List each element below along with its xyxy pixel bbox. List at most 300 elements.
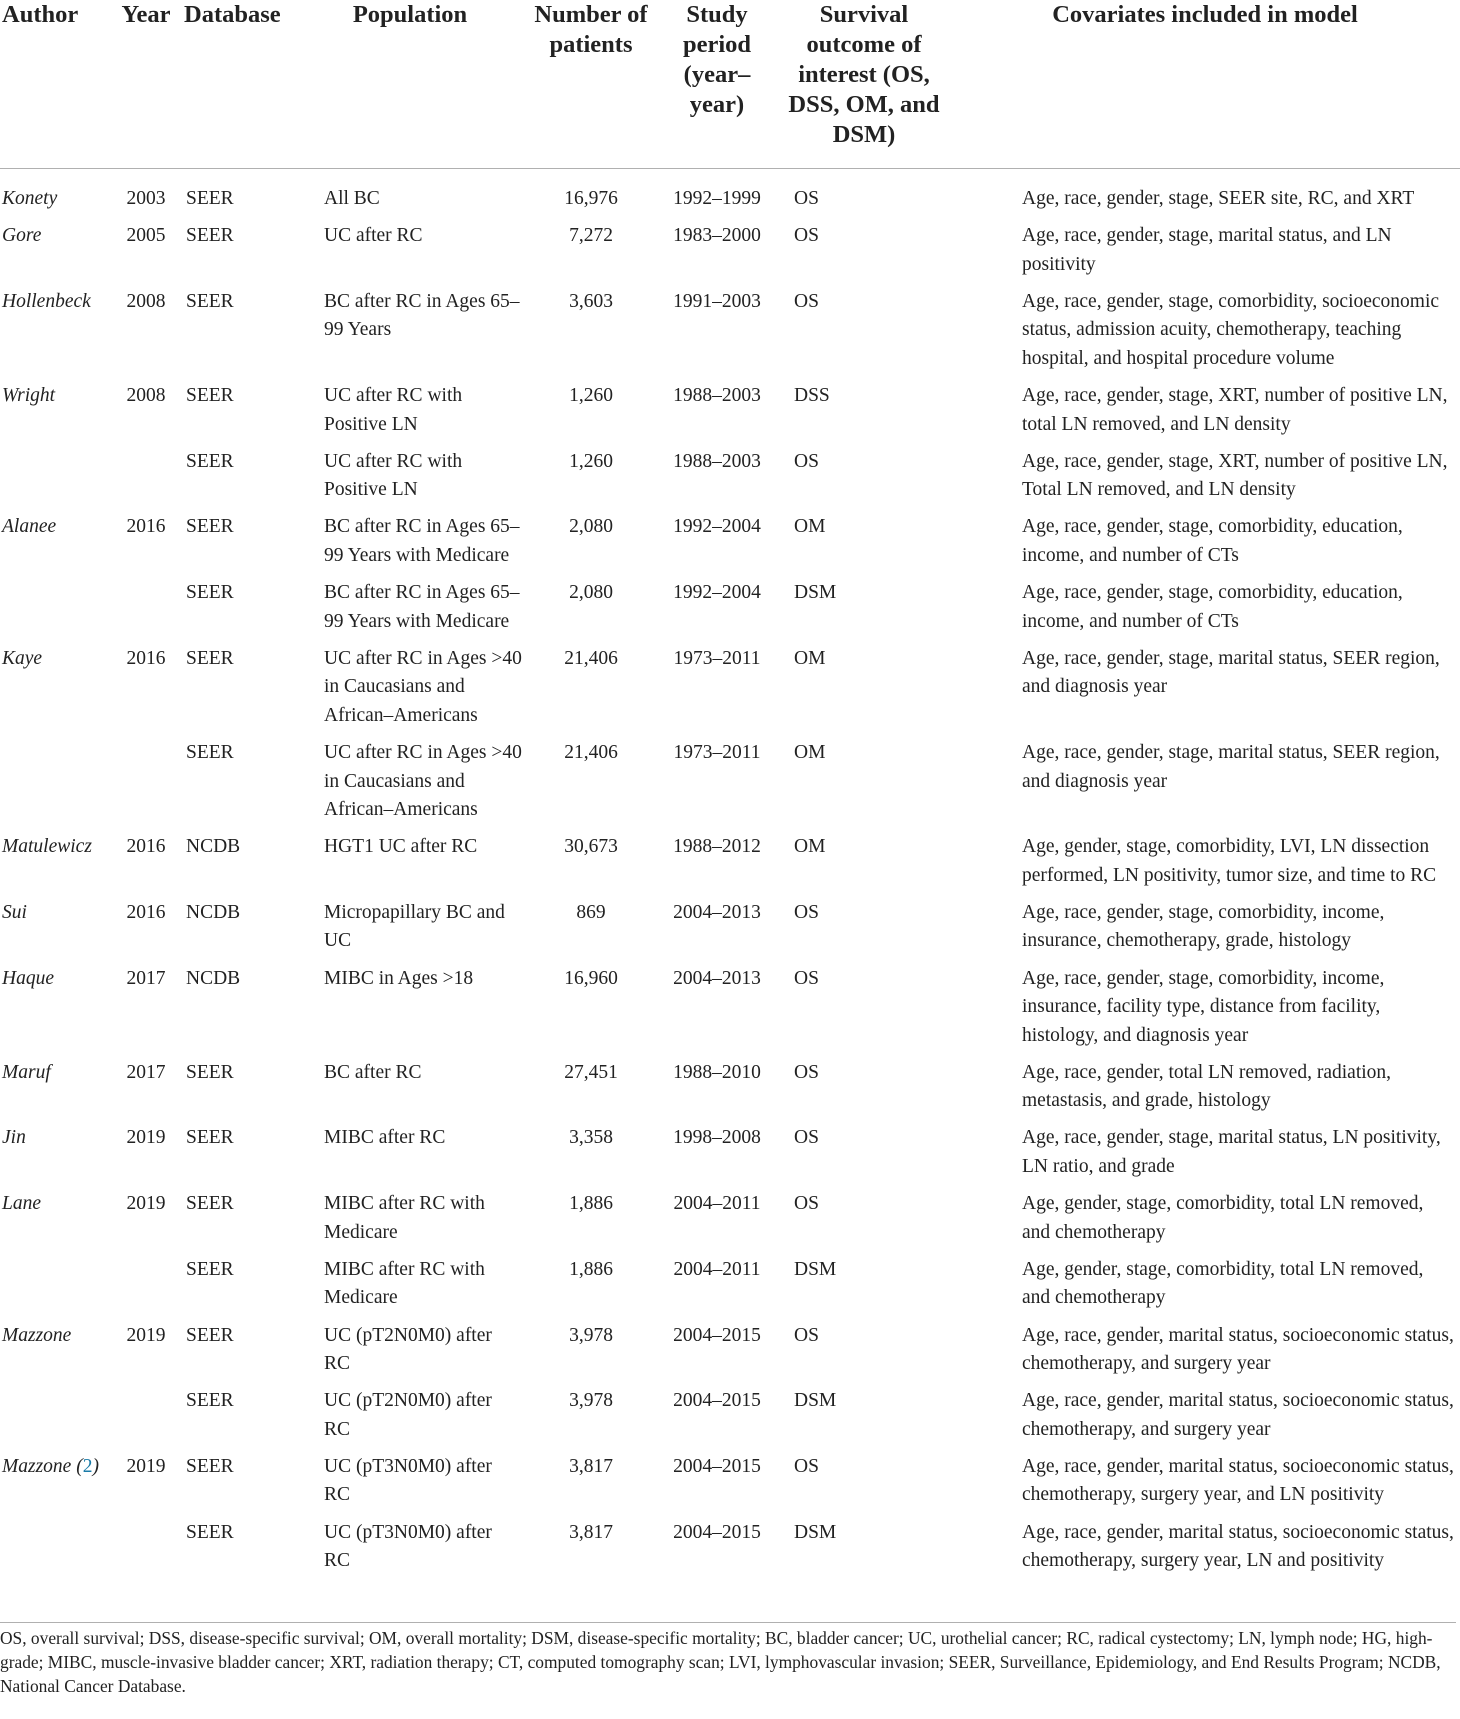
cell-database	[176, 1055, 294, 1121]
cell-population	[294, 169, 526, 219]
table-row	[0, 1252, 1460, 1318]
cell-study-period	[656, 1186, 778, 1252]
cell-author-text: Matulewicz	[2, 836, 92, 858]
cell-covariates	[950, 378, 1460, 444]
cell-number-of-patients-text: 3,358	[569, 1127, 613, 1149]
cell-survival-outcome-text: DSM	[794, 1521, 837, 1543]
cell-covariates-text: Age, race, gender, stage, SEER site, RC, and XRT	[1022, 188, 1415, 209]
cell-population-text: UC after RC	[324, 225, 423, 247]
cell-database	[176, 641, 294, 735]
cell-author-text: Haque	[2, 967, 54, 989]
cell-number-of-patients	[526, 1252, 656, 1318]
cell-database-text: SEER	[186, 1061, 234, 1083]
cell-year	[116, 1449, 176, 1515]
cell-population-text: Micropapillary BC and UC	[324, 901, 505, 952]
cell-number-of-patients	[526, 1055, 656, 1121]
cell-survival-outcome-text: OM	[794, 647, 826, 669]
cell-population-text: BC after RC	[324, 1061, 422, 1083]
cell-number-of-patients	[526, 1186, 656, 1252]
cell-number-of-patients-text: 7,272	[569, 225, 613, 247]
cell-study-period	[656, 1055, 778, 1121]
cell-covariates-text: Age, race, gender, marital status, socioeconomic status, chemotherapy, and surgery year	[1022, 1390, 1454, 1440]
cell-number-of-patients	[526, 169, 656, 219]
cell-population	[294, 1120, 526, 1186]
cell-number-of-patients	[526, 378, 656, 444]
table-footnote: OS, overall survival; DSS, disease-specific survival; OM, overall mortality; DSM, disease-specific mortality; BC, bladder cancer; UC, urothelial cancer; RC, radical cystectomy; LN, lymph node; HG, high-grade; MIBC, muscle-invasive bladder cancer; XRT, radiation therapy; CT, computed tomography scan; LVI, lymphovascular invasion; SEER, Surveillance, Epidemiology, and End Results Program; NCDB, National Cancer Database.	[0, 1622, 1456, 1698]
cell-covariates-text: Age, race, gender, total LN removed, radiation, metastasis, and grade, histology	[1022, 1061, 1392, 1112]
cell-database	[176, 961, 294, 1055]
cell-population	[294, 1515, 526, 1588]
cell-database-text: SEER	[186, 516, 234, 538]
cell-author-text: Lane	[2, 1193, 41, 1215]
cell-study-period	[656, 444, 778, 510]
cell-survival-outcome-text: OS	[794, 188, 819, 209]
cell-author-text: Hollenbeck	[2, 290, 91, 312]
cell-survival-outcome-text: OS	[794, 901, 819, 923]
cell-year	[116, 1120, 176, 1186]
cell-covariates	[950, 1515, 1460, 1588]
cell-author-text: Kaye	[2, 647, 43, 669]
cell-database-text: SEER	[186, 385, 234, 407]
header-database: Database	[184, 1, 281, 28]
cell-database	[176, 1252, 294, 1318]
cell-number-of-patients-text: 16,960	[564, 967, 618, 989]
cell-population-text: MIBC after RC	[324, 1127, 446, 1149]
cell-study-period-text: 1988–2012	[673, 836, 761, 858]
cell-author	[0, 961, 116, 1055]
cell-study-period-text: 1988–2010	[673, 1061, 761, 1083]
cell-population-text: HGT1 UC after RC	[324, 836, 478, 858]
cell-study-period-text: 1992–2004	[673, 516, 761, 538]
cell-database	[176, 1515, 294, 1588]
cell-database	[176, 378, 294, 444]
cell-survival-outcome	[778, 735, 950, 829]
cell-author	[0, 218, 116, 284]
cell-population	[294, 444, 526, 510]
cell-survival-outcome	[778, 961, 950, 1055]
cell-year-text: 2019	[126, 1127, 166, 1149]
cell-population-text: MIBC in Ages >18	[324, 967, 474, 989]
cell-population	[294, 284, 526, 378]
cell-number-of-patients-text: 3,817	[569, 1521, 613, 1543]
cell-database-text: SEER	[186, 1258, 234, 1280]
cell-covariates	[950, 641, 1460, 735]
cell-survival-outcome-text: OS	[794, 967, 819, 989]
cell-study-period-text: 1988–2003	[673, 385, 761, 407]
table-row	[0, 169, 1460, 219]
cell-number-of-patients	[526, 1318, 656, 1384]
cell-survival-outcome	[778, 509, 950, 575]
cell-survival-outcome-text: OM	[794, 836, 826, 858]
cell-study-period-text: 1998–2008	[673, 1127, 761, 1149]
cell-covariates	[950, 961, 1460, 1055]
cell-database-text: SEER	[186, 1193, 234, 1215]
cell-database-text: SEER	[186, 1324, 234, 1346]
cell-database	[176, 1383, 294, 1449]
table-row	[0, 641, 1460, 735]
cell-author	[0, 829, 116, 895]
cell-year-text: 2005	[126, 225, 166, 247]
cell-study-period	[656, 1252, 778, 1318]
cell-covariates-text: Age, race, gender, stage, marital status, SEER region, and diagnosis year	[1022, 647, 1440, 698]
cell-study-period	[656, 169, 778, 219]
cell-survival-outcome-text: OS	[794, 1127, 819, 1149]
cell-survival-outcome	[778, 169, 950, 219]
cell-number-of-patients	[526, 1120, 656, 1186]
cell-covariates	[950, 1449, 1460, 1515]
cell-year-text: 2016	[126, 647, 166, 669]
cell-population	[294, 509, 526, 575]
cell-survival-outcome-text: OS	[794, 1061, 819, 1083]
cell-survival-outcome-text: OS	[794, 450, 819, 472]
header-number-of-patients: Number of patients	[534, 1, 648, 58]
cell-author: Mazzone (2)	[2, 1455, 99, 1477]
cell-covariates-text: Age, race, gender, stage, comorbidity, income, insurance, chemotherapy, grade, histology	[1022, 901, 1385, 952]
cell-database	[176, 284, 294, 378]
cell-year	[116, 378, 176, 444]
cell-covariates-text: Age, race, gender, marital status, socioeconomic status, chemotherapy, and surgery year	[1022, 1324, 1454, 1374]
cell-database-text: SEER	[186, 1455, 234, 1477]
cell-database	[176, 735, 294, 829]
cell-survival-outcome-text: OS	[794, 225, 819, 247]
cell-author	[0, 1120, 116, 1186]
table-row	[0, 1318, 1460, 1384]
cell-survival-outcome-text: OM	[794, 742, 826, 763]
table-row	[0, 961, 1460, 1055]
cell-number-of-patients	[526, 284, 656, 378]
table-row	[0, 509, 1460, 575]
cell-number-of-patients-text: 16,976	[564, 188, 618, 209]
table-row	[0, 284, 1460, 378]
cell-covariates-text: Age, race, gender, marital status, socioeconomic status, chemotherapy, surgery year, and LN positivity	[1022, 1455, 1454, 1506]
cell-number-of-patients-text: 21,406	[564, 647, 618, 669]
reference-link[interactable]: 2	[82, 1455, 93, 1477]
cell-population-text: BC after RC in Ages 65–99 Years with Medicare	[324, 516, 520, 566]
cell-database	[176, 1186, 294, 1252]
cell-survival-outcome	[778, 1186, 950, 1252]
cell-database	[176, 444, 294, 510]
cell-study-period	[656, 961, 778, 1055]
cell-survival-outcome	[778, 284, 950, 378]
cell-survival-outcome	[778, 1449, 950, 1515]
table-row	[0, 1120, 1460, 1186]
cell-covariates-text: Age, race, gender, stage, comorbidity, education, income, and number of CTs	[1022, 516, 1403, 566]
cell-database-text: SEER	[186, 1521, 234, 1543]
cell-population	[294, 735, 526, 829]
cell-survival-outcome-text: DSM	[794, 1258, 837, 1280]
cell-covariates-text: Age, gender, stage, comorbidity, total LN removed, and chemotherapy	[1022, 1193, 1424, 1243]
cell-covariates-text: Age, race, gender, stage, comorbidity, income, insurance, facility type, distance from facility, histology, and diagnosis year	[1022, 967, 1385, 1046]
cell-population-text: UC (pT2N0M0) after RC	[324, 1390, 492, 1440]
header-row	[0, 0, 1460, 169]
cell-database	[176, 1120, 294, 1186]
cell-study-period	[656, 284, 778, 378]
cell-population	[294, 378, 526, 444]
cell-database	[176, 575, 294, 641]
cell-author-text: Gore	[2, 225, 42, 247]
cell-author	[0, 1318, 116, 1384]
cell-population-text: BC after RC in Ages 65–99 Years with Medicare	[324, 582, 520, 632]
cell-survival-outcome-text: OS	[794, 1455, 819, 1477]
cell-study-period-text: 1973–2011	[673, 742, 761, 763]
cell-population-text: MIBC after RC with Medicare	[324, 1258, 485, 1309]
cell-study-period-text: 1983–2000	[673, 225, 761, 247]
cell-covariates	[950, 735, 1460, 829]
cell-survival-outcome	[778, 1252, 950, 1318]
cell-database-text: NCDB	[186, 967, 241, 989]
cell-year	[116, 1055, 176, 1121]
cell-author-text: Alanee	[2, 516, 57, 538]
cell-year	[116, 444, 176, 510]
cell-number-of-patients	[526, 961, 656, 1055]
table-row	[0, 735, 1460, 829]
cell-number-of-patients-text: 1,260	[569, 450, 613, 472]
cell-database	[176, 218, 294, 284]
table-body	[0, 169, 1460, 1588]
cell-survival-outcome	[778, 1318, 950, 1384]
cell-population-text: UC after RC in Ages >40 in Caucasians and African–Americans	[324, 647, 522, 726]
cell-year-text: 2008	[126, 290, 166, 312]
cell-author	[0, 1383, 116, 1449]
cell-author	[0, 895, 116, 961]
cell-number-of-patients	[526, 1383, 656, 1449]
cell-year-text: 2019	[126, 1455, 166, 1477]
cell-covariates-text: Age, race, gender, stage, XRT, number of positive LN, total LN removed, and LN density	[1022, 385, 1448, 435]
cell-population	[294, 1383, 526, 1449]
cell-population	[294, 1318, 526, 1384]
cell-study-period	[656, 1449, 778, 1515]
cell-survival-outcome-text: OM	[794, 516, 826, 538]
cell-number-of-patients-text: 1,260	[569, 385, 613, 407]
cell-author	[0, 575, 116, 641]
cell-number-of-patients	[526, 575, 656, 641]
cell-study-period	[656, 1383, 778, 1449]
cell-survival-outcome-text: DSM	[794, 582, 837, 604]
cell-population-text: UC after RC with Positive LN	[324, 450, 463, 501]
cell-database-text: SEER	[186, 188, 234, 209]
cell-year	[116, 284, 176, 378]
cell-author	[0, 735, 116, 829]
cell-number-of-patients	[526, 829, 656, 895]
cell-covariates-text: Age, race, gender, stage, XRT, number of positive LN, Total LN removed, and LN density	[1022, 450, 1448, 501]
cell-survival-outcome	[778, 444, 950, 510]
cell-author	[0, 1055, 116, 1121]
cell-study-period	[656, 218, 778, 284]
cell-population	[294, 1449, 526, 1515]
cell-survival-outcome	[778, 1055, 950, 1121]
cell-population	[294, 641, 526, 735]
table-row	[0, 218, 1460, 284]
cell-study-period	[656, 1515, 778, 1588]
cell-database-text: SEER	[186, 290, 234, 312]
header-author: Author	[2, 1, 79, 28]
cell-year-text: 2016	[126, 836, 166, 858]
cell-study-period	[656, 641, 778, 735]
cell-study-period	[656, 509, 778, 575]
cell-year	[116, 641, 176, 735]
cell-year	[116, 1515, 176, 1588]
cell-population	[294, 1055, 526, 1121]
cell-number-of-patients	[526, 895, 656, 961]
cell-population	[294, 829, 526, 895]
cell-year	[116, 509, 176, 575]
cell-database	[176, 169, 294, 219]
cell-survival-outcome	[778, 378, 950, 444]
cell-study-period	[656, 1120, 778, 1186]
cell-author	[0, 444, 116, 510]
cell-author	[0, 378, 116, 444]
cell-study-period-text: 2004–2015	[673, 1521, 761, 1543]
cell-author-text: Mazzone	[2, 1324, 72, 1346]
cell-database	[176, 1318, 294, 1384]
cell-survival-outcome-text: OS	[794, 1324, 819, 1346]
header-study-period: Study period (year–year)	[682, 1, 752, 118]
cell-population	[294, 1186, 526, 1252]
cell-number-of-patients-text: 2,080	[569, 582, 613, 604]
cell-covariates	[950, 218, 1460, 284]
cell-number-of-patients	[526, 218, 656, 284]
cell-number-of-patients-text: 869	[576, 901, 606, 923]
cell-study-period-text: 1992–1999	[673, 188, 761, 209]
cell-covariates-text: Age, race, gender, stage, comorbidity, education, income, and number of CTs	[1022, 582, 1403, 632]
cell-study-period-text: 1991–2003	[673, 290, 761, 312]
cell-year	[116, 1318, 176, 1384]
cell-study-period-text: 2004–2013	[673, 967, 761, 989]
cell-population-text: BC after RC in Ages 65–99 Years	[324, 290, 520, 341]
cell-study-period-text: 2004–2011	[673, 1258, 761, 1280]
cell-database-text: SEER	[186, 450, 234, 472]
table-header	[0, 0, 1460, 169]
cell-year-text: 2008	[126, 385, 166, 407]
cell-year	[116, 1252, 176, 1318]
cell-number-of-patients-text: 2,080	[569, 516, 613, 538]
cell-covariates	[950, 829, 1460, 895]
cell-number-of-patients-text: 30,673	[564, 836, 618, 858]
table-row	[0, 444, 1460, 510]
cell-year-text: 2016	[126, 901, 166, 923]
cell-author	[0, 1252, 116, 1318]
cell-number-of-patients	[526, 444, 656, 510]
cell-database-text: NCDB	[186, 901, 241, 923]
cell-covariates-text: Age, race, gender, stage, comorbidity, socioeconomic status, admission acuity, chemotherapy, teaching hospital, and hospital procedure volume	[1022, 290, 1440, 369]
cell-database-text: SEER	[186, 742, 234, 763]
cell-author-text: Maruf	[2, 1061, 51, 1083]
cell-number-of-patients-text: 3,817	[569, 1455, 613, 1477]
cell-author-text: Jin	[2, 1127, 26, 1149]
cell-survival-outcome	[778, 641, 950, 735]
cell-study-period-text: 1973–2011	[673, 647, 761, 669]
cell-database-text: SEER	[186, 647, 234, 669]
cell-study-period-text: 2004–2015	[673, 1390, 761, 1412]
cell-study-period	[656, 575, 778, 641]
cell-year	[116, 1186, 176, 1252]
cell-database-text: NCDB	[186, 836, 241, 858]
cell-survival-outcome-text: DSS	[794, 385, 830, 407]
cell-year	[116, 961, 176, 1055]
cell-year	[116, 895, 176, 961]
cell-number-of-patients-text: 3,603	[569, 290, 613, 312]
cell-survival-outcome-text: OS	[794, 1193, 819, 1215]
cell-population-text: UC (pT3N0M0) after RC	[324, 1521, 492, 1572]
header-survival-outcome: Survival outcome of interest (OS, DSS, OM, and DSM)	[788, 1, 940, 148]
cell-database-text: SEER	[186, 1390, 234, 1412]
cell-survival-outcome	[778, 575, 950, 641]
cell-covariates-text: Age, race, gender, stage, marital status, SEER region, and diagnosis year	[1022, 742, 1440, 792]
cell-study-period-text: 2004–2011	[673, 1193, 761, 1215]
cell-covariates	[950, 895, 1460, 961]
cell-population	[294, 895, 526, 961]
cell-year-text: 2019	[126, 1324, 166, 1346]
cell-survival-outcome-text: DSM	[794, 1390, 837, 1412]
table-row	[0, 895, 1460, 961]
table-row	[0, 378, 1460, 444]
cell-population	[294, 218, 526, 284]
cell-study-period-text: 2004–2015	[673, 1455, 761, 1477]
cell-database	[176, 829, 294, 895]
cell-study-period-text: 2004–2015	[673, 1324, 761, 1346]
cell-population	[294, 961, 526, 1055]
cell-study-period-text: 2004–2013	[673, 901, 761, 923]
cell-author	[0, 284, 116, 378]
cell-year	[116, 735, 176, 829]
cell-survival-outcome	[778, 829, 950, 895]
cell-year-text: 2016	[126, 516, 166, 538]
cell-population-text: UC (pT3N0M0) after RC	[324, 1455, 492, 1506]
cell-year-text: 2003	[126, 188, 166, 209]
cell-population-text: MIBC after RC with Medicare	[324, 1193, 485, 1243]
cell-year-text: 2017	[126, 1061, 166, 1083]
cell-author	[0, 1186, 116, 1252]
table-row	[0, 1515, 1460, 1588]
cell-database	[176, 895, 294, 961]
header-year: Year	[121, 1, 171, 28]
cell-survival-outcome	[778, 1120, 950, 1186]
cell-covariates	[950, 575, 1460, 641]
cell-survival-outcome	[778, 218, 950, 284]
cell-number-of-patients-text: 1,886	[569, 1193, 613, 1215]
cell-database-text: SEER	[186, 225, 234, 247]
cell-author	[0, 509, 116, 575]
cell-year-text: 2019	[126, 1193, 166, 1215]
cell-population-text: UC (pT2N0M0) after RC	[324, 1324, 492, 1374]
cell-database	[176, 1449, 294, 1515]
cell-author	[0, 169, 116, 219]
cell-covariates	[950, 1120, 1460, 1186]
cell-number-of-patients	[526, 1515, 656, 1588]
cell-covariates-text: Age, race, gender, marital status, socioeconomic status, chemotherapy, surgery year, LN and positivity	[1022, 1521, 1454, 1572]
cell-survival-outcome	[778, 1383, 950, 1449]
cell-covariates	[950, 1055, 1460, 1121]
cell-covariates	[950, 509, 1460, 575]
cell-covariates	[950, 1252, 1460, 1318]
cell-database-text: SEER	[186, 1127, 234, 1149]
cell-study-period	[656, 1318, 778, 1384]
cell-author-text: Sui	[2, 901, 27, 923]
cell-number-of-patients-text: 27,451	[564, 1061, 618, 1083]
cell-year	[116, 1383, 176, 1449]
cell-covariates	[950, 169, 1460, 219]
cell-year	[116, 829, 176, 895]
cell-number-of-patients	[526, 509, 656, 575]
cell-survival-outcome	[778, 1515, 950, 1588]
cell-population	[294, 1252, 526, 1318]
cell-covariates	[950, 1383, 1460, 1449]
cell-study-period	[656, 895, 778, 961]
cell-number-of-patients	[526, 641, 656, 735]
table-row	[0, 575, 1460, 641]
table-row	[0, 1383, 1460, 1449]
cell-covariates-text: Age, race, gender, stage, marital status, and LN positivity	[1022, 225, 1392, 275]
